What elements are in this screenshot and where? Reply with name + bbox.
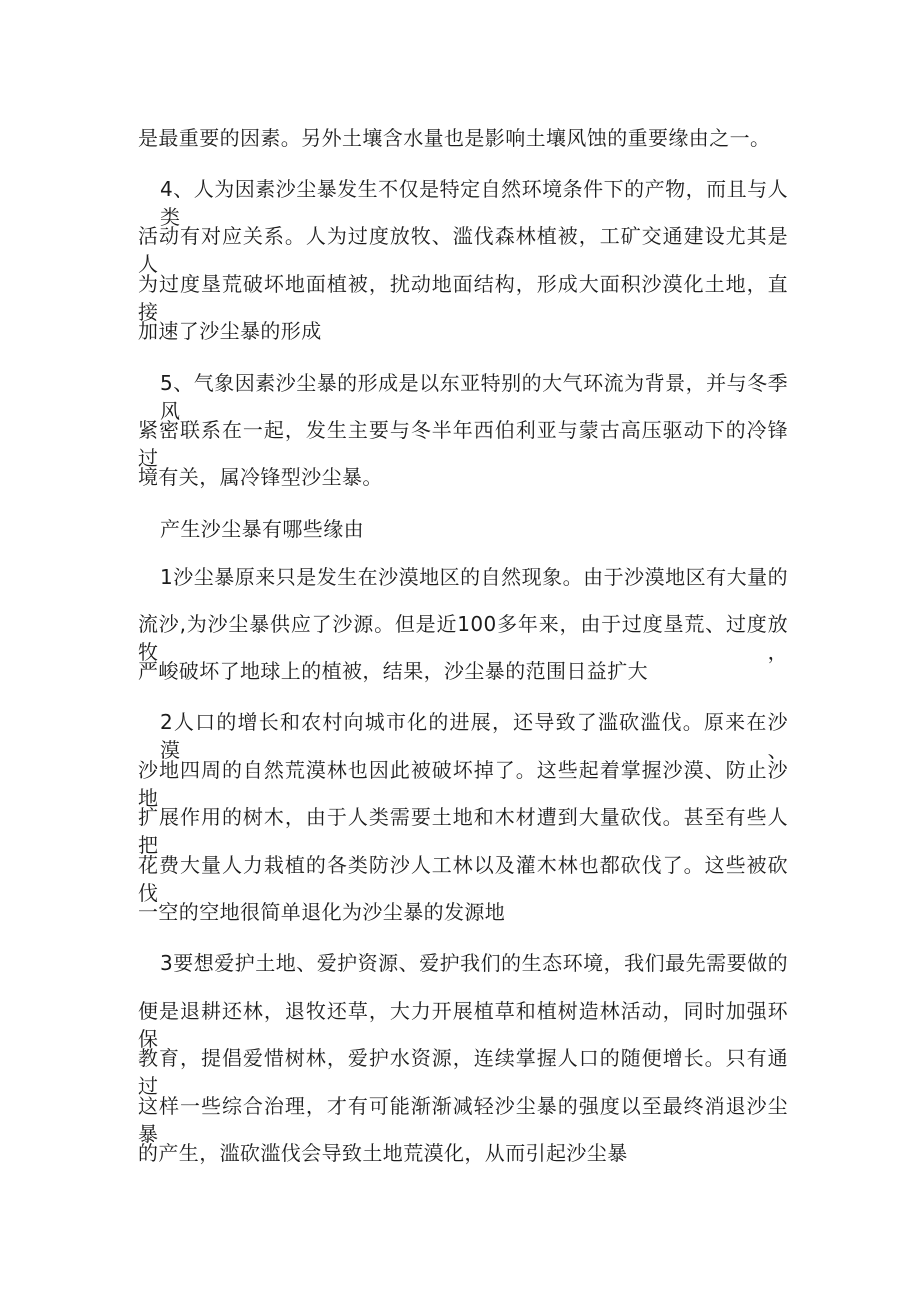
section-heading: 产生沙尘暴有哪些缘由 bbox=[160, 517, 364, 541]
text-line: 境有关，属冷锋型沙尘暴。 bbox=[138, 465, 383, 489]
text-line: 花费大量人力栽植的各类防沙人工林以及灌木林也都砍伐了。这些被砍伐 bbox=[138, 853, 788, 905]
text-line: 2人口的增长和农村向城市化的进展，还导致了滥砍滥伐。原来在沙漠、 bbox=[160, 710, 788, 762]
text-line: 活动有对应关系。人为过度放牧、滥伐森林植被，工矿交通建设尤其是人 bbox=[138, 224, 788, 276]
text-line: 这样一些综合治理，才有可能渐渐减轻沙尘暴的强度以至最终消退沙尘暴 bbox=[138, 1094, 788, 1146]
text-line: 教育，提倡爱惜树林，爱护水资源，连续掌握人口的随便增长。只有通过 bbox=[138, 1046, 788, 1098]
text-line: 为过度垦荒破坏地面植被，扰动地面结构，形成大面积沙漠化土地，直接 bbox=[138, 272, 788, 324]
text-line: 扩展作用的树木，由于人类需要土地和木材遭到大量砍伐。甚至有些人把 bbox=[138, 805, 788, 857]
text-line: 是最重要的因素。另外土壤含水量也是影响土壤风蚀的重要缘由之一。 bbox=[138, 126, 771, 150]
text-line: 1沙尘暴原来只是发生在沙漠地区的自然现象。由于沙漠地区有大量的 bbox=[160, 565, 788, 589]
text-line: 紧密联系在一起，发生主要与冬半年西伯利亚与蒙古高压驱动下的冷锋过 bbox=[138, 418, 788, 470]
text-line: 的产生，滥砍滥伐会导致土地荒漠化，从而引起沙尘暴 bbox=[138, 1141, 628, 1165]
text-line: 严峻破坏了地球上的植被，结果，沙尘暴的范围日益扩大 bbox=[138, 659, 648, 683]
text-line: 流沙,为沙尘暴供应了沙源。但是近100多年来，由于过度垦荒、过度放牧， bbox=[138, 612, 788, 664]
text-line: 4、人为因素沙尘暴发生不仅是特定自然环境条件下的产物，而且与人类 bbox=[160, 177, 788, 229]
text-line: 3要想爱护土地、爱护资源、爱护我们的生态环境，我们最先需要做的 bbox=[160, 951, 788, 975]
text-line: 沙地四周的自然荒漠林也因此被破坏掉了。这些起着掌握沙漠、防止沙地 bbox=[138, 758, 788, 810]
text-line: 便是退耕还林，退牧还草，大力开展植草和植树造林活动，同时加强环保 bbox=[138, 999, 788, 1051]
text-line: 一空的空地很简单退化为沙尘暴的发源地 bbox=[138, 900, 506, 924]
text-line: 5、气象因素沙尘暴的形成是以东亚特别的大气环流为背景，并与冬季风 bbox=[160, 371, 788, 423]
text-line: 加速了沙尘暴的形成 bbox=[138, 319, 322, 343]
